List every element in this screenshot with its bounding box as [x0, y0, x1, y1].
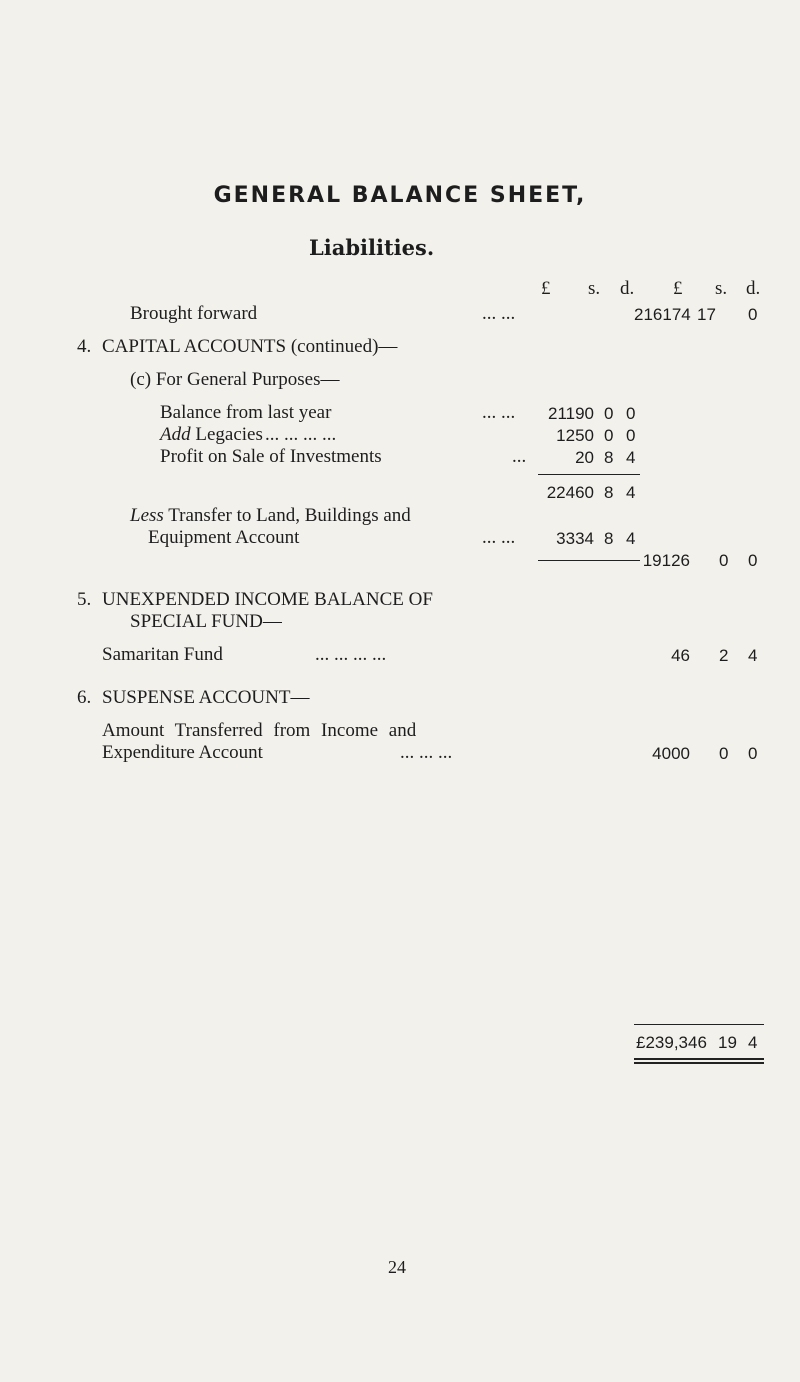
brought-forward-pence: 0 — [748, 305, 758, 324]
row-legacies-pounds: 1250 — [556, 426, 594, 445]
col-outer-pounds: £ — [673, 278, 683, 299]
less-transfer-pounds: 3334 — [556, 529, 594, 548]
row-balance-shillings: 0 — [604, 404, 614, 423]
suspense-line2: Expenditure Account — [102, 742, 263, 763]
row-profit-shillings: 8 — [604, 448, 614, 467]
row-balance-pence: 0 — [626, 404, 636, 423]
brought-forward-pounds: 216174 — [634, 305, 691, 324]
row-profit-label: Profit on Sale of Investments — [160, 446, 382, 467]
col-outer-shillings: s. — [715, 278, 728, 299]
grand-total-pounds: £239,346 — [636, 1033, 707, 1052]
suspense-shillings: 0 — [719, 744, 729, 763]
samaritan-fund-pounds: 46 — [671, 646, 690, 665]
grand-total-pence: 4 — [748, 1033, 758, 1052]
suspense-pounds: 4000 — [652, 744, 690, 763]
section-4-heading: CAPITAL ACCOUNTS (continued)— — [102, 336, 398, 357]
row-balance-label: Balance from last year — [160, 402, 332, 423]
row-legacies-label: Add Legacies — [160, 424, 263, 445]
grand-total-double-rule-1 — [634, 1058, 764, 1060]
brought-forward-dots: ... ... — [482, 303, 516, 324]
row-balance-dots: ... ... — [482, 402, 516, 423]
page-title: GENERAL BALANCE SHEET, — [213, 183, 587, 208]
grand-total-shillings: 19 — [718, 1033, 737, 1052]
brought-forward-label: Brought forward — [130, 303, 258, 324]
section-4-total-shillings: 0 — [719, 551, 729, 570]
col-inner-shillings: s. — [588, 278, 601, 299]
grand-total-double-rule-2 — [634, 1062, 764, 1064]
section-5-heading-line1: UNEXPENDED INCOME BALANCE OF — [102, 589, 433, 610]
section-4-subheading: (c) For General Purposes— — [130, 369, 340, 390]
section-4-total-pence: 0 — [748, 551, 758, 570]
less-transfer-pence: 4 — [626, 529, 636, 548]
row-legacies-shillings: 0 — [604, 426, 614, 445]
brought-forward-shillings: 17 — [697, 305, 716, 324]
col-inner-pounds: £ — [541, 278, 551, 299]
suspense-pence: 0 — [748, 744, 758, 763]
page-number: 24 — [388, 1257, 406, 1277]
less-transfer-line2: Equipment Account — [148, 527, 300, 548]
samaritan-fund-dots: ... ... ... ... — [315, 644, 387, 665]
col-inner-pence: d. — [620, 278, 635, 299]
section-5-heading-line2: SPECIAL FUND— — [130, 611, 282, 632]
total-rule — [538, 560, 640, 561]
less-transfer-shillings: 8 — [604, 529, 614, 548]
subtotal-shillings: 8 — [604, 483, 614, 502]
section-subtitle: Liabilities. — [309, 235, 435, 260]
less-transfer-line1: Less Transfer to Land, Buildings and — [130, 505, 411, 526]
section-4-total-pounds: 19126 — [642, 551, 690, 570]
row-legacies-dots: ... ... ... ... — [265, 424, 337, 445]
section-4-number: 4. — [77, 336, 92, 357]
row-balance-pounds: 21190 — [547, 404, 594, 423]
subtotal-pounds: 22460 — [546, 483, 594, 502]
suspense-dots: ... ... ... — [400, 742, 453, 763]
samaritan-fund-pence: 4 — [748, 646, 758, 665]
less-transfer-dots: ... ... — [482, 527, 516, 548]
suspense-line1: Amount Transferred from Income and — [102, 720, 417, 741]
subtotal-rule — [538, 474, 640, 475]
section-5-number: 5. — [77, 589, 92, 610]
section-6-number: 6. — [77, 687, 92, 708]
grand-total-top-rule — [634, 1024, 764, 1025]
samaritan-fund-label: Samaritan Fund — [102, 644, 223, 665]
samaritan-fund-shillings: 2 — [719, 646, 729, 665]
row-legacies-pence: 0 — [626, 426, 636, 445]
row-profit-pounds: 20 — [575, 448, 594, 467]
col-outer-pence: d. — [746, 278, 761, 299]
section-6-heading: SUSPENSE ACCOUNT— — [102, 687, 310, 708]
row-profit-dots: ... — [512, 446, 527, 467]
row-profit-pence: 4 — [626, 448, 636, 467]
subtotal-pence: 4 — [626, 483, 636, 502]
